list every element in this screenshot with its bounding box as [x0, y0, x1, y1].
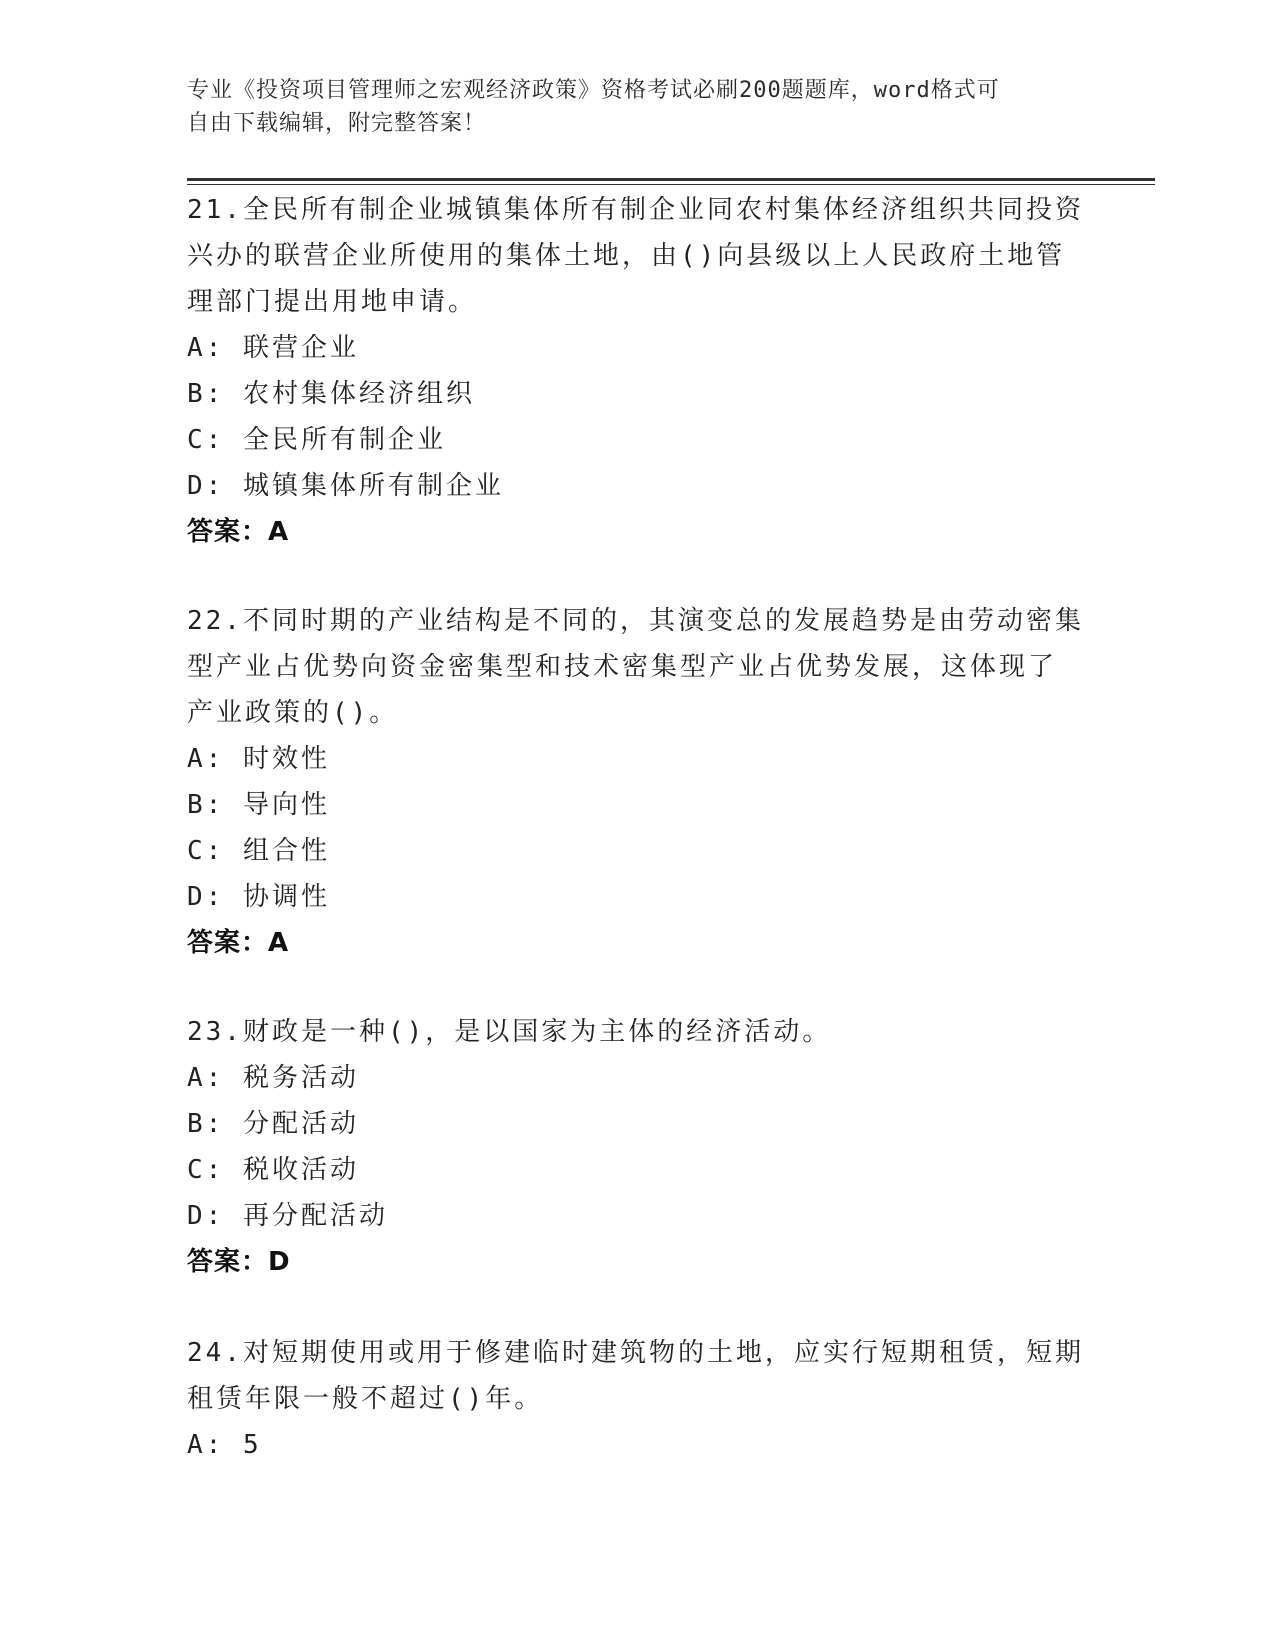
option-a: A: 5 [187, 1430, 262, 1460]
option-a: A: 联营企业 [187, 333, 359, 363]
option-a: A: 时效性 [187, 744, 330, 774]
question-22 [187, 598, 1087, 966]
answer-line: 答案：D [187, 1247, 291, 1277]
option-c: C: 税收活动 [187, 1155, 359, 1185]
header-divider-thick [187, 178, 1155, 181]
header-line-1: 专业《投资项目管理师之宏观经济政策》资格考试必刷200题题库，word格式可 [187, 78, 1000, 103]
question-stem-line: 产业政策的()。 [187, 698, 399, 728]
question-23 [187, 1009, 1087, 1285]
answer-line: 答案：A [187, 928, 290, 958]
question-stem-line: 理部门提出用地申请。 [187, 287, 478, 317]
header-divider-thin [187, 184, 1155, 185]
question-24 [187, 1330, 1087, 1468]
document-header [187, 74, 1067, 140]
option-b: B: 导向性 [187, 790, 330, 820]
question-stem-line: 21.全民所有制企业城镇集体所有制企业同农村集体经济组织共同投资 [187, 195, 1084, 225]
option-d: D: 再分配活动 [187, 1201, 388, 1231]
option-b: B: 农村集体经济组织 [187, 379, 475, 409]
question-stem-line: 兴办的联营企业所使用的集体土地，由()向县级以上人民政府土地管 [187, 241, 1066, 271]
answer-line: 答案：A [187, 517, 290, 547]
option-b: B: 分配活动 [187, 1109, 359, 1139]
option-d: D: 城镇集体所有制企业 [187, 471, 504, 501]
question-stem-line: 22.不同时期的产业结构是不同的，其演变总的发展趋势是由劳动密集 [187, 606, 1084, 636]
question-stem-line: 23.财政是一种()，是以国家为主体的经济活动。 [187, 1017, 832, 1047]
option-a: A: 税务活动 [187, 1063, 359, 1093]
question-stem-line: 租赁年限一般不超过()年。 [187, 1384, 544, 1414]
option-c: C: 组合性 [187, 836, 330, 866]
question-stem-line: 型产业占优势向资金密集型和技术密集型产业占优势发展，这体现了 [187, 652, 1058, 682]
option-d: D: 协调性 [187, 882, 330, 912]
question-stem-line: 24.对短期使用或用于修建临时建筑物的土地，应实行短期租赁，短期 [187, 1338, 1084, 1368]
question-21 [187, 187, 1087, 555]
option-c: C: 全民所有制企业 [187, 425, 446, 455]
header-line-2: 自由下载编辑，附完整答案！ [187, 111, 487, 136]
